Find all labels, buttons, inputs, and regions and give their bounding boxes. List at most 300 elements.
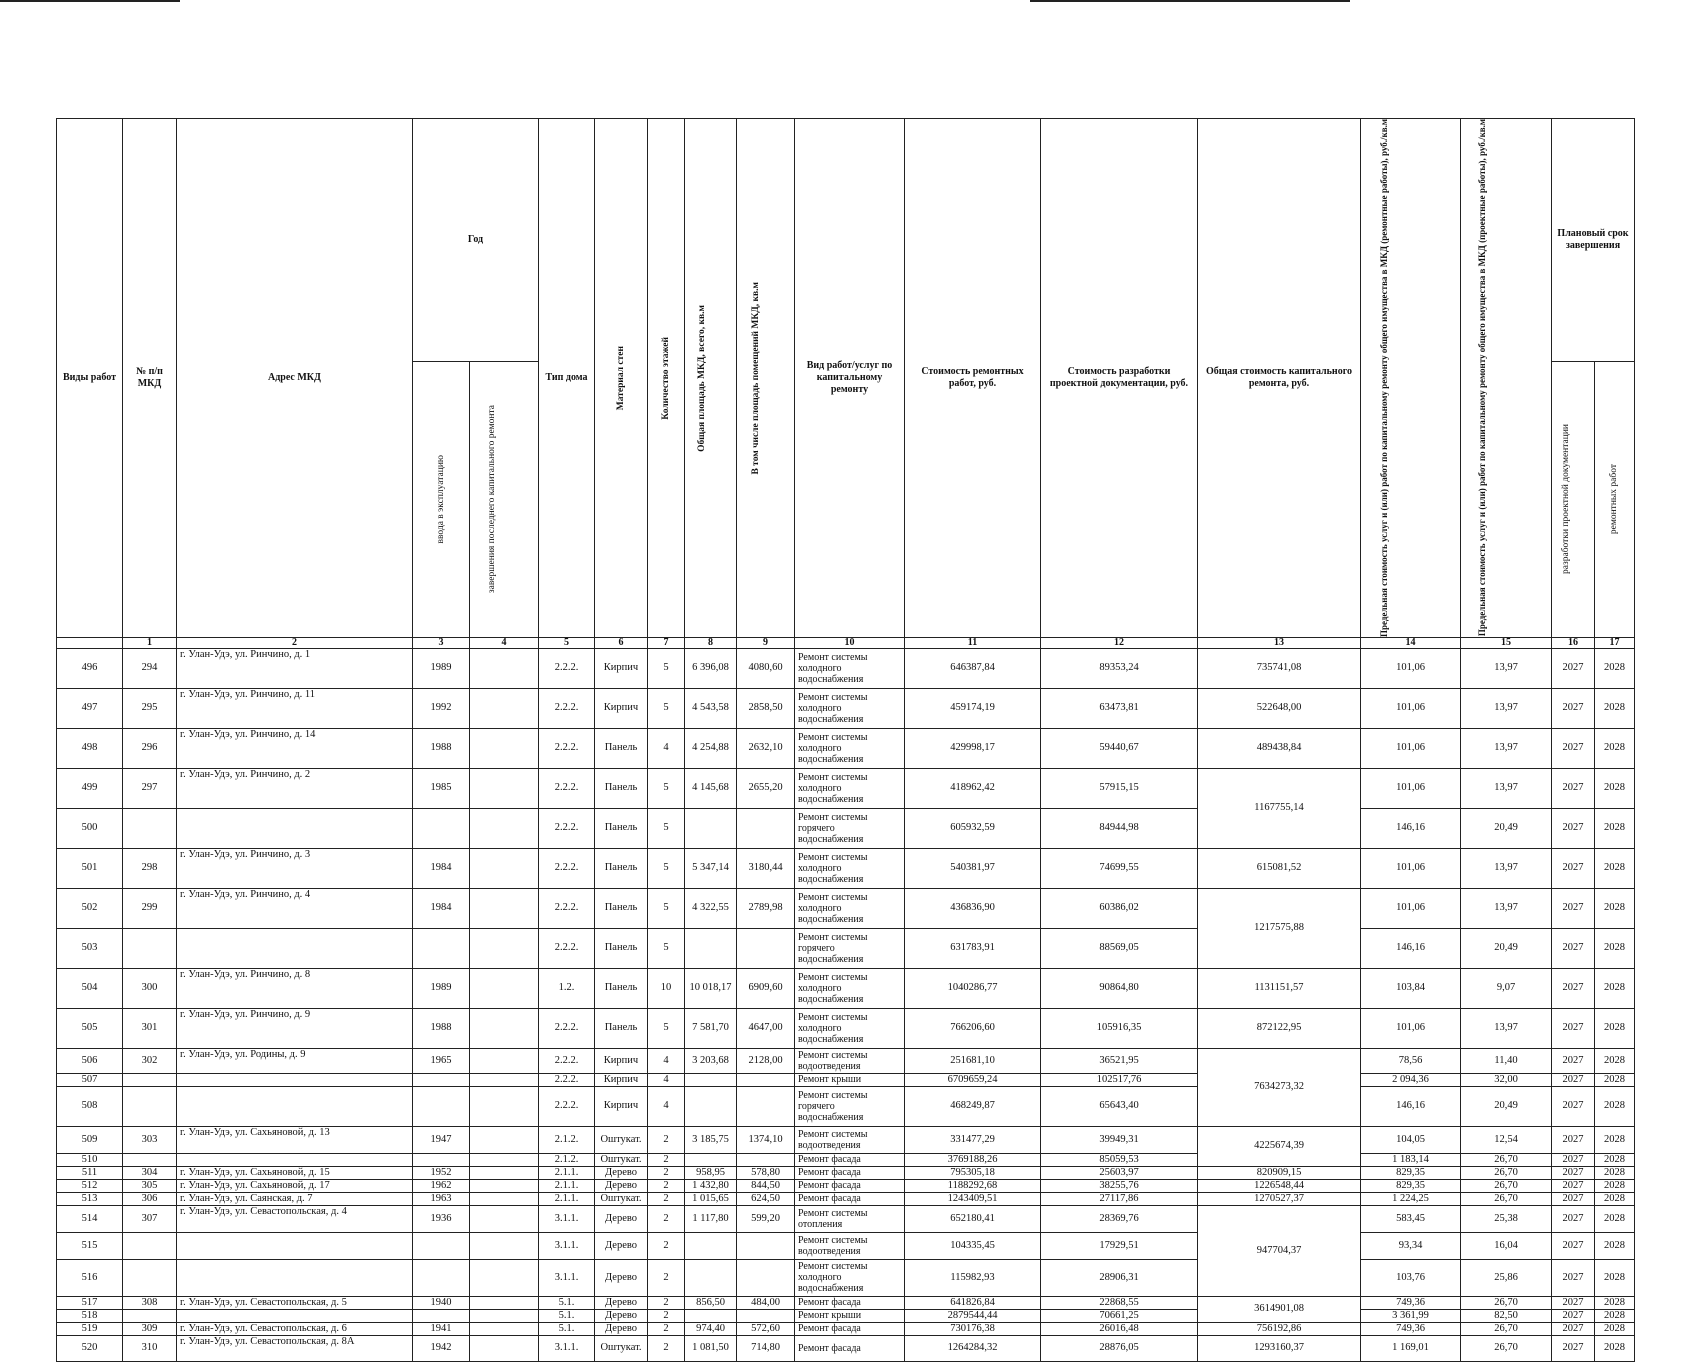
total-cost-cell: 1167755,14 [1198, 768, 1361, 848]
work-kind-cell: Ремонт фасада [795, 1296, 905, 1309]
limit-cost-design-cell: 13,97 [1461, 1008, 1552, 1048]
house-type-cell: 2.2.2. [539, 888, 595, 928]
year-commission-cell: 1963 [413, 1192, 470, 1205]
floors-cell: 4 [648, 1073, 685, 1086]
wall-material-cell: Дерево [595, 1179, 648, 1192]
limit-cost-design-cell: 13,97 [1461, 688, 1552, 728]
year-last-repair-cell [470, 968, 539, 1008]
year-last-repair-cell [470, 1048, 539, 1073]
design-cost-cell: 102517,76 [1041, 1073, 1198, 1086]
mkd-num-cell: 294 [123, 648, 177, 688]
floors-cell: 5 [648, 888, 685, 928]
wall-material-cell: Панель [595, 1008, 648, 1048]
table-row [57, 888, 1635, 928]
row-num-cell: 512 [57, 1179, 123, 1192]
work-kind-cell: Ремонт фасада [795, 1335, 905, 1361]
year-last-repair-cell [470, 888, 539, 928]
hdr-work-kind: Вид работ/услуг по капитальному ремонту [795, 119, 905, 638]
repair-cost-cell: 631783,91 [905, 928, 1041, 968]
year-commission-cell: 1984 [413, 848, 470, 888]
hdr-floors-text: Количество этажей [660, 336, 671, 420]
table-row [57, 848, 1635, 888]
row-num-cell: 507 [57, 1073, 123, 1086]
limit-cost-repair-cell: 104,05 [1361, 1126, 1461, 1153]
term-design-cell: 2027 [1552, 688, 1595, 728]
work-kind-cell: Ремонт системы холодного водоснабжения [795, 1008, 905, 1048]
hdr-limit-cost-repair-text: Предельная стоимость услуг и (или) работ по капитальному ремонту общего имущества в МКД (ремонтные работы), руб./кв.м [1378, 119, 1389, 637]
year-commission-cell: 1989 [413, 648, 470, 688]
table-row [57, 1259, 1635, 1296]
total-area-cell: 1 117,80 [685, 1205, 737, 1232]
wall-material-cell: Панель [595, 888, 648, 928]
repair-cost-cell: 331477,29 [905, 1126, 1041, 1153]
repair-cost-cell: 646387,84 [905, 648, 1041, 688]
design-cost-cell: 17929,51 [1041, 1232, 1198, 1259]
floors-cell: 4 [648, 1086, 685, 1126]
total-cost-cell: 820909,15 [1198, 1166, 1361, 1179]
table-row [57, 1179, 1635, 1192]
house-type-cell: 2.1.1. [539, 1166, 595, 1179]
floors-cell: 2 [648, 1205, 685, 1232]
residential-area-cell: 624,50 [737, 1192, 795, 1205]
repair-cost-cell: 459174,19 [905, 688, 1041, 728]
repair-cost-cell: 605932,59 [905, 808, 1041, 848]
floors-cell: 5 [648, 1008, 685, 1048]
term-repair-cell: 2028 [1595, 1296, 1635, 1309]
design-cost-cell: 65643,40 [1041, 1086, 1198, 1126]
limit-cost-design-cell: 26,70 [1461, 1322, 1552, 1335]
total-cost-cell: 1270527,37 [1198, 1192, 1361, 1205]
work-kind-cell: Ремонт системы холодного водоснабжения [795, 648, 905, 688]
year-commission-cell: 1942 [413, 1335, 470, 1361]
address-cell [177, 808, 413, 848]
residential-area-cell: 572,60 [737, 1322, 795, 1335]
term-repair-cell: 2028 [1595, 1335, 1635, 1361]
residential-area-cell [737, 808, 795, 848]
hdr-year: Год [413, 119, 539, 362]
row-num-cell: 511 [57, 1166, 123, 1179]
repair-cost-cell: 436836,90 [905, 888, 1041, 928]
top-rule-right [1030, 0, 1350, 2]
wall-material-cell: Дерево [595, 1309, 648, 1322]
hdr-house-type: Тип дома [539, 119, 595, 638]
row-num-cell: 501 [57, 848, 123, 888]
row-num-cell: 504 [57, 968, 123, 1008]
year-last-repair-cell [470, 848, 539, 888]
wall-material-cell: Дерево [595, 1322, 648, 1335]
work-kind-cell: Ремонт фасада [795, 1166, 905, 1179]
total-area-cell [685, 1232, 737, 1259]
year-last-repair-cell [470, 728, 539, 768]
total-area-cell [685, 1309, 737, 1322]
residential-area-cell: 714,80 [737, 1335, 795, 1361]
house-type-cell: 2.2.2. [539, 728, 595, 768]
year-last-repair-cell [470, 1126, 539, 1153]
wall-material-cell: Панель [595, 928, 648, 968]
year-last-repair-cell [470, 1008, 539, 1048]
work-kind-cell: Ремонт системы холодного водоснабжения [795, 1259, 905, 1296]
year-last-repair-cell [470, 1179, 539, 1192]
limit-cost-design-cell: 20,49 [1461, 808, 1552, 848]
work-kind-cell: Ремонт системы водоотведения [795, 1232, 905, 1259]
design-cost-cell: 57915,15 [1041, 768, 1198, 808]
term-repair-cell: 2028 [1595, 1309, 1635, 1322]
limit-cost-repair-cell: 146,16 [1361, 928, 1461, 968]
column-number-cell [57, 637, 123, 648]
house-type-cell: 2.2.2. [539, 1008, 595, 1048]
work-kind-cell: Ремонт фасада [795, 1179, 905, 1192]
address-cell: г. Улан-Удэ, ул. Родины, д. 9 [177, 1048, 413, 1073]
address-cell: г. Улан-Удэ, ул. Ринчино, д. 14 [177, 728, 413, 768]
design-cost-cell: 60386,02 [1041, 888, 1198, 928]
repair-cost-cell: 766206,60 [905, 1008, 1041, 1048]
work-kind-cell: Ремонт фасада [795, 1192, 905, 1205]
total-area-cell: 974,40 [685, 1322, 737, 1335]
address-cell [177, 1086, 413, 1126]
term-repair-cell: 2028 [1595, 1048, 1635, 1073]
table-row [57, 1205, 1635, 1232]
wall-material-cell: Панель [595, 848, 648, 888]
limit-cost-design-cell: 16,04 [1461, 1232, 1552, 1259]
row-num-cell: 503 [57, 928, 123, 968]
column-number-cell: 11 [905, 637, 1041, 648]
total-area-cell [685, 1073, 737, 1086]
limit-cost-repair-cell: 101,06 [1361, 1008, 1461, 1048]
term-design-cell: 2027 [1552, 1322, 1595, 1335]
wall-material-cell: Кирпич [595, 688, 648, 728]
term-design-cell: 2027 [1552, 1008, 1595, 1048]
address-cell: г. Улан-Удэ, ул. Ринчино, д. 3 [177, 848, 413, 888]
mkd-num-cell [123, 1309, 177, 1322]
year-commission-cell: 1952 [413, 1166, 470, 1179]
limit-cost-repair-cell: 146,16 [1361, 1086, 1461, 1126]
wall-material-cell: Дерево [595, 1232, 648, 1259]
year-last-repair-cell [470, 1073, 539, 1086]
mkd-num-cell: 306 [123, 1192, 177, 1205]
limit-cost-design-cell: 13,97 [1461, 728, 1552, 768]
residential-area-cell: 2128,00 [737, 1048, 795, 1073]
column-number-cell: 3 [413, 637, 470, 648]
total-area-cell: 958,95 [685, 1166, 737, 1179]
floors-cell: 5 [648, 928, 685, 968]
total-area-cell [685, 928, 737, 968]
floors-cell: 5 [648, 648, 685, 688]
repair-cost-cell: 1243409,51 [905, 1192, 1041, 1205]
address-cell [177, 1153, 413, 1166]
address-cell: г. Улан-Удэ, ул. Севастопольская, д. 8А [177, 1335, 413, 1361]
row-num-cell: 502 [57, 888, 123, 928]
house-type-cell: 2.2.2. [539, 808, 595, 848]
residential-area-cell: 1374,10 [737, 1126, 795, 1153]
address-cell: г. Улан-Удэ, ул. Сахьяновой, д. 15 [177, 1166, 413, 1179]
limit-cost-repair-cell: 101,06 [1361, 848, 1461, 888]
floors-cell: 2 [648, 1322, 685, 1335]
table-row [57, 768, 1635, 808]
work-kind-cell: Ремонт системы холодного водоснабжения [795, 688, 905, 728]
floors-cell: 2 [648, 1192, 685, 1205]
limit-cost-design-cell: 26,70 [1461, 1296, 1552, 1309]
limit-cost-design-cell: 13,97 [1461, 768, 1552, 808]
floors-cell: 2 [648, 1335, 685, 1361]
row-num-cell: 517 [57, 1296, 123, 1309]
row-num-cell: 513 [57, 1192, 123, 1205]
mkd-num-cell: 305 [123, 1179, 177, 1192]
term-design-cell: 2027 [1552, 1296, 1595, 1309]
floors-cell: 2 [648, 1296, 685, 1309]
limit-cost-repair-cell: 103,76 [1361, 1259, 1461, 1296]
floors-cell: 2 [648, 1259, 685, 1296]
row-num-cell: 514 [57, 1205, 123, 1232]
mkd-num-cell: 308 [123, 1296, 177, 1309]
mkd-num-cell: 296 [123, 728, 177, 768]
design-cost-cell: 28369,76 [1041, 1205, 1198, 1232]
floors-cell: 2 [648, 1179, 685, 1192]
year-last-repair-cell [470, 1192, 539, 1205]
mkd-num-cell [123, 1259, 177, 1296]
work-kind-cell: Ремонт системы холодного водоснабжения [795, 888, 905, 928]
table-row [57, 1192, 1635, 1205]
column-number-cell: 17 [1595, 637, 1635, 648]
hdr-residential-area-text: В том числе площадь помещений МКД, кв.м [750, 281, 761, 475]
mkd-num-cell: 304 [123, 1166, 177, 1179]
design-cost-cell: 59440,67 [1041, 728, 1198, 768]
term-repair-cell: 2028 [1595, 808, 1635, 848]
term-repair-cell: 2028 [1595, 688, 1635, 728]
mkd-num-cell: 295 [123, 688, 177, 728]
address-cell: г. Улан-Удэ, ул. Севастопольская, д. 5 [177, 1296, 413, 1309]
residential-area-cell [737, 928, 795, 968]
limit-cost-design-cell: 9,07 [1461, 968, 1552, 1008]
total-area-cell: 3 185,75 [685, 1126, 737, 1153]
total-area-cell: 5 347,14 [685, 848, 737, 888]
year-commission-cell: 1988 [413, 1008, 470, 1048]
year-commission-cell: 1962 [413, 1179, 470, 1192]
address-cell [177, 1232, 413, 1259]
term-design-cell: 2027 [1552, 848, 1595, 888]
limit-cost-design-cell: 13,97 [1461, 888, 1552, 928]
hdr-year-last-repair [470, 361, 539, 637]
floors-cell: 2 [648, 1232, 685, 1259]
table-row [57, 688, 1635, 728]
design-cost-cell: 38255,76 [1041, 1179, 1198, 1192]
column-number-row [57, 637, 1635, 648]
year-commission-cell: 1988 [413, 728, 470, 768]
total-area-cell [685, 1086, 737, 1126]
house-type-cell: 2.1.2. [539, 1153, 595, 1166]
column-number-cell: 7 [648, 637, 685, 648]
table-row [57, 1232, 1635, 1259]
repair-cost-cell: 115982,93 [905, 1259, 1041, 1296]
address-cell: г. Улан-Удэ, ул. Ринчино, д. 1 [177, 648, 413, 688]
design-cost-cell: 90864,80 [1041, 968, 1198, 1008]
year-last-repair-cell [470, 648, 539, 688]
design-cost-cell: 28876,05 [1041, 1335, 1198, 1361]
year-last-repair-cell [470, 1166, 539, 1179]
work-kind-cell: Ремонт системы холодного водоснабжения [795, 968, 905, 1008]
column-number-cell: 9 [737, 637, 795, 648]
year-commission-cell [413, 1232, 470, 1259]
term-design-cell: 2027 [1552, 648, 1595, 688]
term-repair-cell: 2028 [1595, 968, 1635, 1008]
year-commission-cell: 1936 [413, 1205, 470, 1232]
house-type-cell: 3.1.1. [539, 1232, 595, 1259]
hdr-term-repair [1595, 361, 1635, 637]
total-cost-cell: 615081,52 [1198, 848, 1361, 888]
wall-material-cell: Панель [595, 728, 648, 768]
repair-cost-cell: 540381,97 [905, 848, 1041, 888]
wall-material-cell: Оштукат. [595, 1192, 648, 1205]
residential-area-cell: 3180,44 [737, 848, 795, 888]
wall-material-cell: Дерево [595, 1166, 648, 1179]
total-cost-cell: 1131151,57 [1198, 968, 1361, 1008]
term-design-cell: 2027 [1552, 1166, 1595, 1179]
column-number-cell: 10 [795, 637, 905, 648]
year-commission-cell [413, 1086, 470, 1126]
floors-cell: 2 [648, 1126, 685, 1153]
residential-area-cell [737, 1086, 795, 1126]
term-repair-cell: 2028 [1595, 728, 1635, 768]
row-num-cell: 498 [57, 728, 123, 768]
year-last-repair-cell [470, 928, 539, 968]
house-type-cell: 2.2.2. [539, 1048, 595, 1073]
column-number-cell: 15 [1461, 637, 1552, 648]
limit-cost-repair-cell: 146,16 [1361, 808, 1461, 848]
limit-cost-design-cell: 26,70 [1461, 1335, 1552, 1361]
residential-area-cell: 2789,98 [737, 888, 795, 928]
design-cost-cell: 84944,98 [1041, 808, 1198, 848]
wall-material-cell: Кирпич [595, 1073, 648, 1086]
house-type-cell: 2.2.2. [539, 928, 595, 968]
limit-cost-design-cell: 26,70 [1461, 1192, 1552, 1205]
wall-material-cell: Дерево [595, 1259, 648, 1296]
hdr-wall-material-text: Материал стен [615, 345, 626, 411]
work-kind-cell: Ремонт фасада [795, 1153, 905, 1166]
wall-material-cell: Дерево [595, 1205, 648, 1232]
wall-material-cell: Оштукат. [595, 1335, 648, 1361]
address-cell: г. Улан-Удэ, ул. Ринчино, д. 8 [177, 968, 413, 1008]
work-kind-cell: Ремонт системы горячего водоснабжения [795, 808, 905, 848]
house-type-cell: 5.1. [539, 1309, 595, 1322]
total-cost-cell: 3614901,08 [1198, 1296, 1361, 1322]
floors-cell: 5 [648, 688, 685, 728]
house-type-cell: 2.2.2. [539, 768, 595, 808]
house-type-cell: 2.2.2. [539, 1073, 595, 1086]
capital-repair-table [56, 118, 1635, 1362]
term-repair-cell: 2028 [1595, 1205, 1635, 1232]
wall-material-cell: Панель [595, 808, 648, 848]
year-last-repair-cell [470, 1232, 539, 1259]
floors-cell: 5 [648, 768, 685, 808]
mkd-num-cell: 309 [123, 1322, 177, 1335]
limit-cost-design-cell: 25,38 [1461, 1205, 1552, 1232]
wall-material-cell: Дерево [595, 1296, 648, 1309]
year-last-repair-cell [470, 1086, 539, 1126]
limit-cost-repair-cell: 101,06 [1361, 648, 1461, 688]
year-last-repair-cell [470, 1153, 539, 1166]
column-number-cell: 12 [1041, 637, 1198, 648]
limit-cost-design-cell: 26,70 [1461, 1166, 1552, 1179]
hdr-year-commission-text: ввода в эксплуатацию [435, 455, 446, 544]
hdr-term-design-text: разработки проектной документации [1561, 424, 1571, 575]
term-repair-cell: 2028 [1595, 1153, 1635, 1166]
residential-area-cell [737, 1232, 795, 1259]
design-cost-cell: 85059,53 [1041, 1153, 1198, 1166]
table-row [57, 1166, 1635, 1179]
house-type-cell: 2.1.1. [539, 1179, 595, 1192]
work-kind-cell: Ремонт системы холодного водоснабжения [795, 728, 905, 768]
table-row [57, 928, 1635, 968]
total-area-cell: 4 322,55 [685, 888, 737, 928]
row-num-cell: 510 [57, 1153, 123, 1166]
table-row [57, 1073, 1635, 1086]
year-commission-cell: 1965 [413, 1048, 470, 1073]
limit-cost-repair-cell: 101,06 [1361, 688, 1461, 728]
row-num-cell: 500 [57, 808, 123, 848]
repair-cost-cell: 6709659,24 [905, 1073, 1041, 1086]
term-repair-cell: 2028 [1595, 1126, 1635, 1153]
limit-cost-repair-cell: 829,35 [1361, 1166, 1461, 1179]
floors-cell: 5 [648, 848, 685, 888]
hdr-plan-term: Плановый срок завершения [1552, 119, 1635, 362]
design-cost-cell: 22868,55 [1041, 1296, 1198, 1309]
hdr-total-cost: Общая стоимость капитального ремонта, руб. [1198, 119, 1361, 638]
design-cost-cell: 74699,55 [1041, 848, 1198, 888]
term-repair-cell: 2028 [1595, 1179, 1635, 1192]
work-kind-cell: Ремонт системы холодного водоснабжения [795, 848, 905, 888]
limit-cost-design-cell: 26,70 [1461, 1179, 1552, 1192]
limit-cost-design-cell: 32,00 [1461, 1073, 1552, 1086]
total-area-cell [685, 1153, 737, 1166]
term-design-cell: 2027 [1552, 768, 1595, 808]
total-area-cell: 6 396,08 [685, 648, 737, 688]
year-commission-cell: 1940 [413, 1296, 470, 1309]
row-num-cell: 496 [57, 648, 123, 688]
table-row [57, 1296, 1635, 1309]
work-kind-cell: Ремонт фасада [795, 1322, 905, 1335]
limit-cost-design-cell: 82,50 [1461, 1309, 1552, 1322]
residential-area-cell: 4080,60 [737, 648, 795, 688]
design-cost-cell: 105916,35 [1041, 1008, 1198, 1048]
residential-area-cell: 484,00 [737, 1296, 795, 1309]
hdr-limit-cost-design [1461, 119, 1552, 638]
hdr-wall-material [595, 119, 648, 638]
floors-cell: 5 [648, 808, 685, 848]
year-commission-cell: 1992 [413, 688, 470, 728]
mkd-num-cell: 299 [123, 888, 177, 928]
mkd-num-cell: 300 [123, 968, 177, 1008]
house-type-cell: 5.1. [539, 1322, 595, 1335]
hdr-total-area-text: Общая площадь МКД, всего, кв.м [696, 304, 707, 452]
limit-cost-repair-cell: 93,34 [1361, 1232, 1461, 1259]
hdr-mkd-num: № п/п МКД [123, 119, 177, 638]
wall-material-cell: Кирпич [595, 1086, 648, 1126]
repair-cost-cell: 652180,41 [905, 1205, 1041, 1232]
row-num-cell: 508 [57, 1086, 123, 1126]
wall-material-cell: Панель [595, 968, 648, 1008]
work-kind-cell: Ремонт системы отопления [795, 1205, 905, 1232]
limit-cost-design-cell: 11,40 [1461, 1048, 1552, 1073]
total-area-cell: 3 203,68 [685, 1048, 737, 1073]
row-num-cell: 497 [57, 688, 123, 728]
hdr-limit-cost-repair [1361, 119, 1461, 638]
mkd-num-cell: 303 [123, 1126, 177, 1153]
total-cost-cell: 4225674,39 [1198, 1126, 1361, 1166]
limit-cost-repair-cell: 2 094,36 [1361, 1073, 1461, 1086]
year-commission-cell [413, 1309, 470, 1322]
year-last-repair-cell [470, 1259, 539, 1296]
row-num-cell: 505 [57, 1008, 123, 1048]
mkd-num-cell [123, 928, 177, 968]
